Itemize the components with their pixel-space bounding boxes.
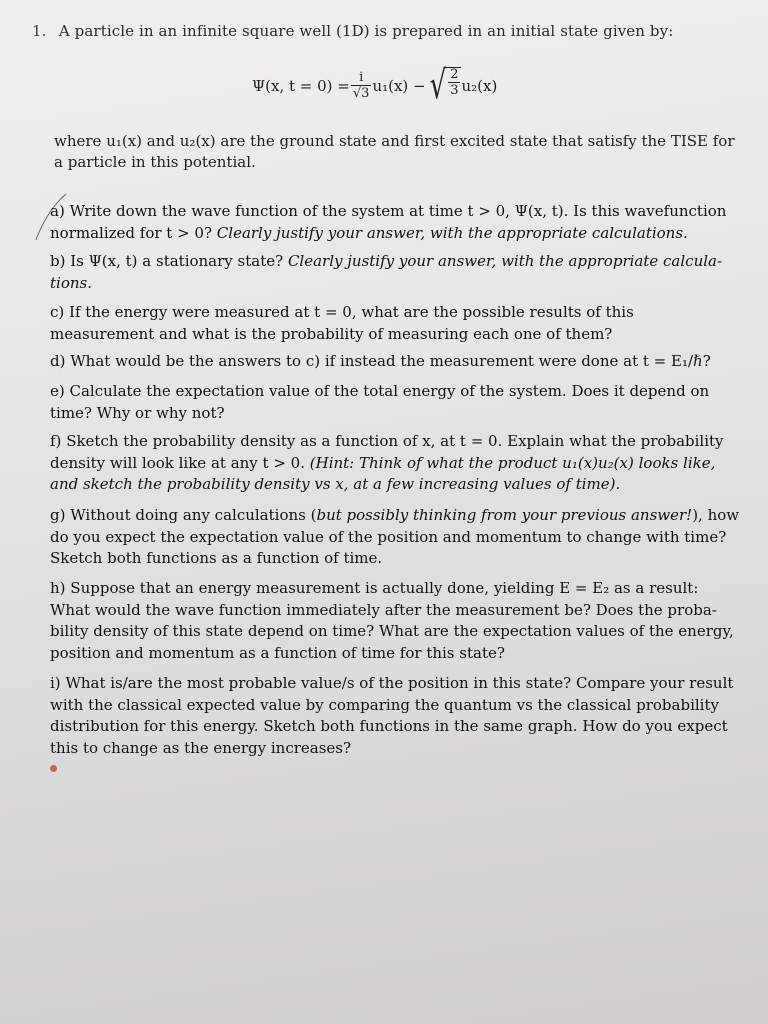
part-c-text: If the energy were measured at t = 0, what are the possible results of this measurement and what is the probability of measuring each one of them? (50, 303, 634, 343)
part-c-label: c) (50, 303, 65, 321)
part-e-text: Calculate the expectation value of the total energy of the system. Does it depend on time? Why or why not? (50, 382, 710, 422)
part-h-label: h) (50, 579, 66, 597)
part-f-text: Sketch the probability density as a function of x, at t = 0. Explain what the probability density will look like at any t > 0. (50, 432, 724, 472)
part-g-note: but possibly thinking from your previous answer! (316, 506, 693, 524)
equation-lhs: Ψ(x, t = 0) = (252, 77, 350, 95)
sqrt-icon: √ (429, 63, 447, 109)
coefficient-2-numerator: 2 (450, 66, 459, 82)
ink-dot-icon (50, 765, 57, 772)
part-i-label: i) (50, 674, 61, 692)
problem-statement (32, 22, 742, 40)
question-part-e (50, 381, 742, 424)
equation-term-1: u₁(x) − (372, 77, 426, 95)
question-part-g (50, 505, 742, 570)
initial-state-equation (252, 62, 497, 110)
coefficient-2 (446, 67, 461, 98)
coefficient-1-denominator: √3 (352, 86, 370, 101)
part-g-text-after: ), how do you expect the expectation value of the position and momentum to change with time? Sketch both functions as a function of time. (50, 506, 740, 567)
question-part-a (50, 201, 742, 244)
problem-intro: A particle in an infinite square well (1D) is prepared in an initial state given by: (58, 22, 674, 40)
part-d-text: What would be the answers to c) if instead the measurement were done at t = E₁/ℏ? (70, 352, 711, 370)
part-a-note: Clearly justify your answer, with the appropriate calculations. (216, 223, 688, 242)
coefficient-1-numerator: i (359, 70, 364, 85)
problem-number: 1. (32, 22, 47, 40)
equation-term-2: u₂(x) (461, 77, 498, 95)
part-g-text-before: Without doing any calculations ( (70, 506, 317, 524)
question-part-h (50, 578, 742, 664)
coefficient-2-denominator: 3 (450, 82, 459, 98)
part-b-text: Is Ψ(x, t) a stationary state? (70, 252, 284, 270)
part-f-hint: (Hint: Think of what the product u₁(x)u₂(x) looks like, and sketch the probability density vs x, at a few increasing values of time). (50, 453, 716, 493)
question-part-f (50, 431, 742, 496)
part-h-text: Suppose that an energy measurement is actually done, yielding E = E₂ as a result: What would the wave function immediately after the measurement be? Does the proba-bility density of this state depend on time? What are the expectation values of the energy, position and momentum as a function of time for this state? (50, 579, 734, 662)
question-part-d (50, 351, 742, 373)
question-part-c (50, 302, 742, 345)
question-part-b (50, 251, 742, 294)
part-e-label: e) (50, 382, 65, 400)
part-b-note: Clearly justify your answer, with the appropriate calcula-tions. (50, 252, 723, 292)
part-i-text: What is/are the most probable value/s of the position in this state? Compare your result with the classical expected value by comparing the quantum vs the classical probability distribution for this energy. Sketch both functions in the same graph. How do you expect this to change as the energy increases? (50, 674, 734, 757)
part-b-label: b) (50, 252, 66, 270)
question-part-i (50, 673, 742, 759)
part-g-label: g) (50, 506, 66, 524)
coefficient-1 (351, 71, 372, 101)
part-a-text: Write down the wave function of the system at time t > 0, Ψ(x, t). Is this wavefunction normalized for t > 0? (50, 202, 727, 242)
problem-followup: where u₁(x) and u₂(x) are the ground state and first excited state that satisfy the TISE for a particle in this potential. (54, 132, 735, 171)
part-d-label: d) (50, 352, 66, 370)
part-f-label: f) (50, 432, 62, 450)
part-a-label: a) (50, 202, 65, 220)
coefficient-2-fraction (448, 68, 460, 98)
